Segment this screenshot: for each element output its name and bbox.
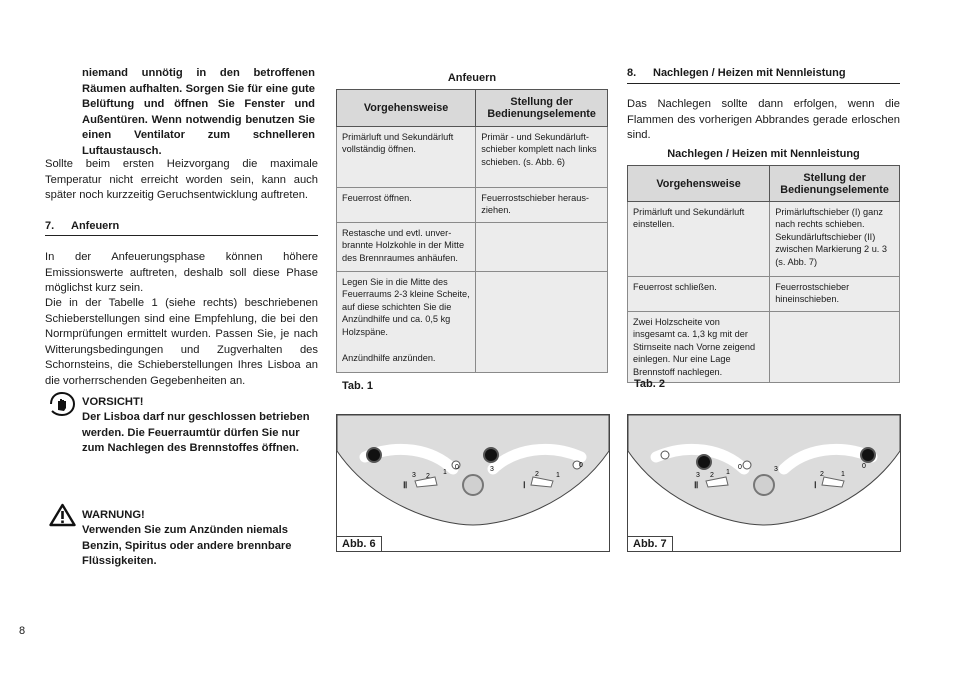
table-1-title: Anfeuern bbox=[447, 72, 497, 84]
table-cell: Primärluftschieber (I) ganz nach rechts schieben. Sekundärluftschieber (II) zwischen Markierung 2 u. 3 (s. Abb. 7) bbox=[770, 202, 900, 277]
svg-text:Ⅱ: Ⅱ bbox=[403, 480, 408, 490]
table-1-header-procedure: Vorgehensweise bbox=[337, 90, 476, 127]
dial-mark: 3 bbox=[696, 472, 700, 479]
table-1-label: Tab. 1 bbox=[342, 380, 373, 392]
dial-mark: 2 bbox=[820, 471, 824, 478]
table-cell bbox=[476, 272, 608, 373]
caution-hand-icon bbox=[48, 391, 76, 417]
figure-7-label: Abb. 7 bbox=[628, 536, 673, 551]
caution-title: VORSICHT! bbox=[82, 396, 144, 408]
svg-text:Ⅱ: Ⅱ bbox=[694, 480, 699, 490]
table-2-header-procedure: Vorgehensweise bbox=[628, 166, 770, 202]
dial-mark: 3 bbox=[490, 466, 494, 473]
section-7-title: Anfeuern bbox=[71, 220, 120, 232]
dial-mark: 2 bbox=[710, 472, 714, 479]
warning-text: Verwenden Sie zum Anzünden niemals Benzin, Spiritus oder andere brennbare Flüssigkeiten. bbox=[82, 524, 292, 567]
table-row bbox=[337, 188, 608, 223]
table-cell bbox=[337, 272, 476, 373]
table-1 bbox=[336, 89, 608, 373]
paragraph-heating: Sollte beim ersten Heizvorgang die maximale Temperatur nicht erreicht worden sein, kann auch später noch kurzzeitig Geruchsentwicklung auftreten. bbox=[45, 158, 318, 201]
paragraph-slider-positions: Die in der Tabelle 1 (siehe rechts) beschriebenen Schieberstellungen sind eine Empfehlung, die bei den Normprüfungen ermittelt wurden. Passen Sie, je nach Witterungsbedingungen und Zugverhalten des Schornsteins, die Schieberstellungen Ihres Lisboa an die vorherrschenden Gegebenheiten an. bbox=[45, 297, 318, 387]
page-number: 8 bbox=[19, 625, 26, 637]
dial-mark: 1 bbox=[443, 469, 447, 476]
table-row bbox=[628, 202, 900, 277]
section-7-number: 7. bbox=[45, 220, 55, 232]
table-row bbox=[628, 277, 900, 312]
table-row bbox=[628, 312, 900, 383]
table-cell bbox=[476, 223, 608, 272]
dial-mark: 2 bbox=[426, 473, 430, 480]
dial-mark: 0 bbox=[738, 464, 742, 471]
table-cell: Zwei Holzscheite von insgesamt ca. 1,3 kg mit der Stirnseite nach Vorne zeigend einlegen. Nur eine Lage Brennstoff nachlegen. bbox=[628, 312, 770, 383]
table-2-title: Nachlegen / Heizen mit Nennleistung bbox=[667, 148, 860, 160]
dial-mark: 1 bbox=[556, 472, 560, 479]
section-7-heading bbox=[45, 219, 318, 236]
svg-text:Ⅰ: Ⅰ bbox=[523, 480, 526, 490]
control-panel-figure-6 bbox=[337, 415, 609, 551]
dial-mark: 2 bbox=[535, 471, 539, 478]
dial-mark: 1 bbox=[726, 469, 730, 476]
table-cell bbox=[770, 312, 900, 383]
paragraph-refuel: Das Nachlegen sollte dann erfolgen, wenn die Flammen des vorherigen Abbrandes gerade erloschen sind. bbox=[627, 98, 900, 141]
figure-7 bbox=[627, 414, 901, 552]
warning-triangle-icon bbox=[49, 503, 76, 527]
table-row bbox=[337, 127, 608, 188]
dial-mark: 3 bbox=[774, 466, 778, 473]
intro-warning-text: niemand unnötig in den betroffenen Räumen aufhalten. Sorgen Sie für eine gute Belüftung und öffnen Sie Fenster und Außentüren. Wenn notwendig benutzen Sie einen Ventilator zum schnelleren Luftaustausch. bbox=[82, 67, 315, 157]
table-cell: Restasche und evtl. unverbrannte Holzkohle in der Mitte des Brennraumes anhäufen. bbox=[337, 223, 476, 272]
table-cell-text: Anzündhilfe anzünden. bbox=[342, 353, 436, 364]
control-panel-figure-7 bbox=[628, 415, 900, 551]
table-cell: Feuerrost schließen. bbox=[628, 277, 770, 312]
figure-6 bbox=[336, 414, 610, 552]
table-1-header-controls: Stellung der Bedienungselemente bbox=[476, 90, 608, 127]
table-cell: Feuerrostschieber hineinschieben. bbox=[770, 277, 900, 312]
section-8-number: 8. bbox=[627, 67, 637, 79]
table-row bbox=[337, 272, 608, 373]
svg-text:Ⅰ: Ⅰ bbox=[814, 480, 817, 490]
dial-mark: 0 bbox=[579, 462, 583, 469]
table-2-label: Tab. 2 bbox=[634, 378, 665, 390]
table-cell: Primärluft und Sekundärluft vollständig öffnen. bbox=[337, 127, 476, 188]
figure-6-label: Abb. 6 bbox=[337, 536, 382, 551]
section-8-title: Nachlegen / Heizen mit Nennleistung bbox=[653, 67, 846, 79]
section-8-heading bbox=[627, 66, 900, 84]
table-cell: Primärluft und Sekundärluft einstellen. bbox=[628, 202, 770, 277]
caution-text: Der Lisboa darf nur geschlossen betrieben werden. Die Feuerraumtür dürfen Sie nur zum Nachlegen des Brennstoffes öffnen. bbox=[82, 411, 310, 454]
table-cell-text: Legen Sie in die Mitte des Feuerraums 2-3 kleine Scheite, auf diese schichten Sie die Anzündhilfe und ca. 0,5 kg Holzspäne. bbox=[342, 277, 470, 337]
table-cell: Primär - und Sekundärluftschieber komplett nach links schieben. (s. Abb. 6) bbox=[476, 127, 608, 188]
table-cell: Feuerrost öffnen. bbox=[337, 188, 476, 223]
table-2-header-controls: Stellung der Bedienungselemente bbox=[770, 166, 900, 202]
dial-mark: 3 bbox=[412, 472, 416, 479]
warning-title: WARNUNG! bbox=[82, 509, 145, 521]
paragraph-emissions: In der Anfeuerungsphase können höhere Emissionswerte auftreten, deshalb soll diese Phase möglichst kurz sein. bbox=[45, 251, 318, 294]
table-2 bbox=[627, 165, 900, 383]
table-row bbox=[337, 223, 608, 272]
dial-mark: 0 bbox=[455, 464, 459, 471]
dial-mark: 0 bbox=[862, 463, 866, 470]
table-cell: Feuerrostschieber herausziehen. bbox=[476, 188, 608, 223]
dial-mark: 1 bbox=[841, 471, 845, 478]
